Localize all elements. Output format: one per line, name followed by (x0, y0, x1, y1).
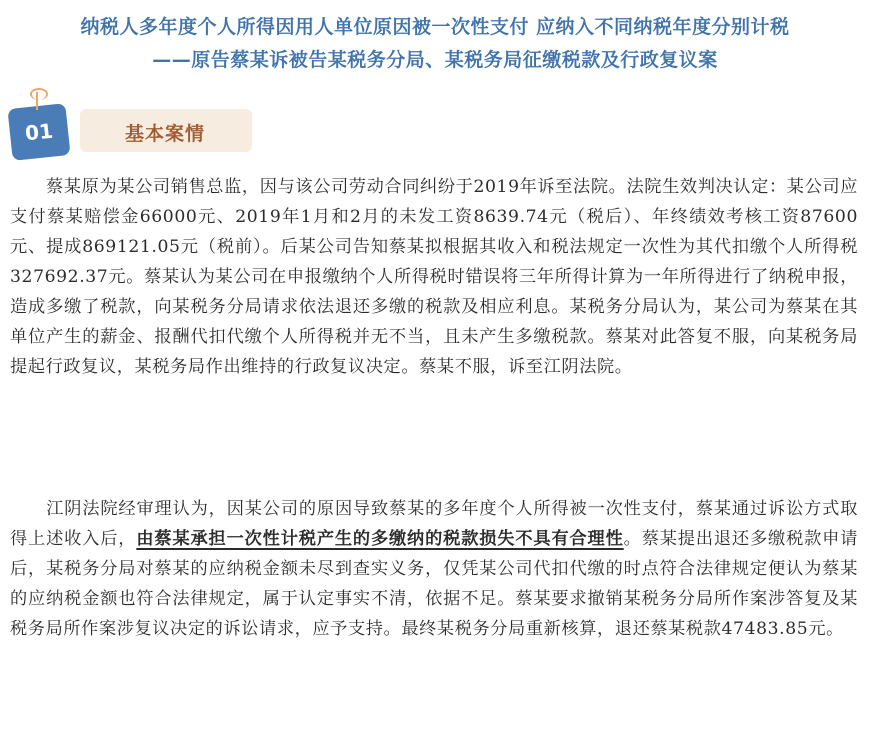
case-paragraph-2 (10, 494, 858, 644)
section-number-badge (7, 103, 70, 161)
page-subtitle: ——原告蔡某诉被告某税务分局、某税务局征缴税款及行政复议案 (152, 49, 718, 71)
pin-string (36, 92, 38, 110)
section-label-tab (80, 109, 252, 152)
section-label: 基本案情 (125, 123, 206, 145)
paragraph-text: 。蔡某提出退还多缴税款申请后，某税务分局对蔡某的应纳税金额未尽到查实义务，仅凭某公司代扣代缴的时点符合法律规定便认为蔡某的应纳税金额也符合法律规定，属于认定事实不清，依据不足。蔡某要求撤销某税务分局所作案涉答复及某税务局所作案涉复议决定的诉讼请求，应予支持。最终某税务分局重新核算，退还蔡某税款47483.85元。 (10, 529, 859, 639)
emphasis-text: 由蔡某承担一次性计税产生的多缴纳的税款损失不具有合理性 (136, 529, 624, 549)
pin-icon (30, 88, 48, 100)
paragraph-text: 江阴法院经审理认为，因某公司的原因导致蔡某的多年度个人所得被一次性支付，蔡某通过诉讼方式取得上述收入后， (10, 499, 858, 549)
section-number: 01 (23, 118, 55, 146)
section-header (10, 92, 260, 164)
page-title: 纳税人多年度个人所得因用人单位原因被一次性支付 应纳入不同纳税年度分别计税 (80, 16, 790, 38)
case-paragraph-1: 蔡某原为某公司销售总监，因与该公司劳动合同纠纷于2019年诉至法院。法院生效判决认定：某公司应支付蔡某赔偿金66000元、2019年1月和2月的未发工资8639.74元（税后）、年终绩效考核工资87600元、提成869121.05元（税前）。后某公司告知蔡某拟根据其收入和税法规定一次性为其代扣缴个人所得税327692.37元。蔡某认为某公司在申报缴纳个人所得税时错误将三年所得计算为一年所得进行了纳税申报，造成多缴了税款，向某税务分局请求依法退还多缴的税款及相应利息。某税务分局认为，某公司为蔡某在其单位产生的薪金、报酬代扣代缴个人所得税并无不当，且未产生多缴税款。蔡某对此答复不服，向某税务局提起行政复议，某税务局作出维持的行政复议决定。蔡某不服，诉至江阴法院。 (10, 177, 858, 377)
